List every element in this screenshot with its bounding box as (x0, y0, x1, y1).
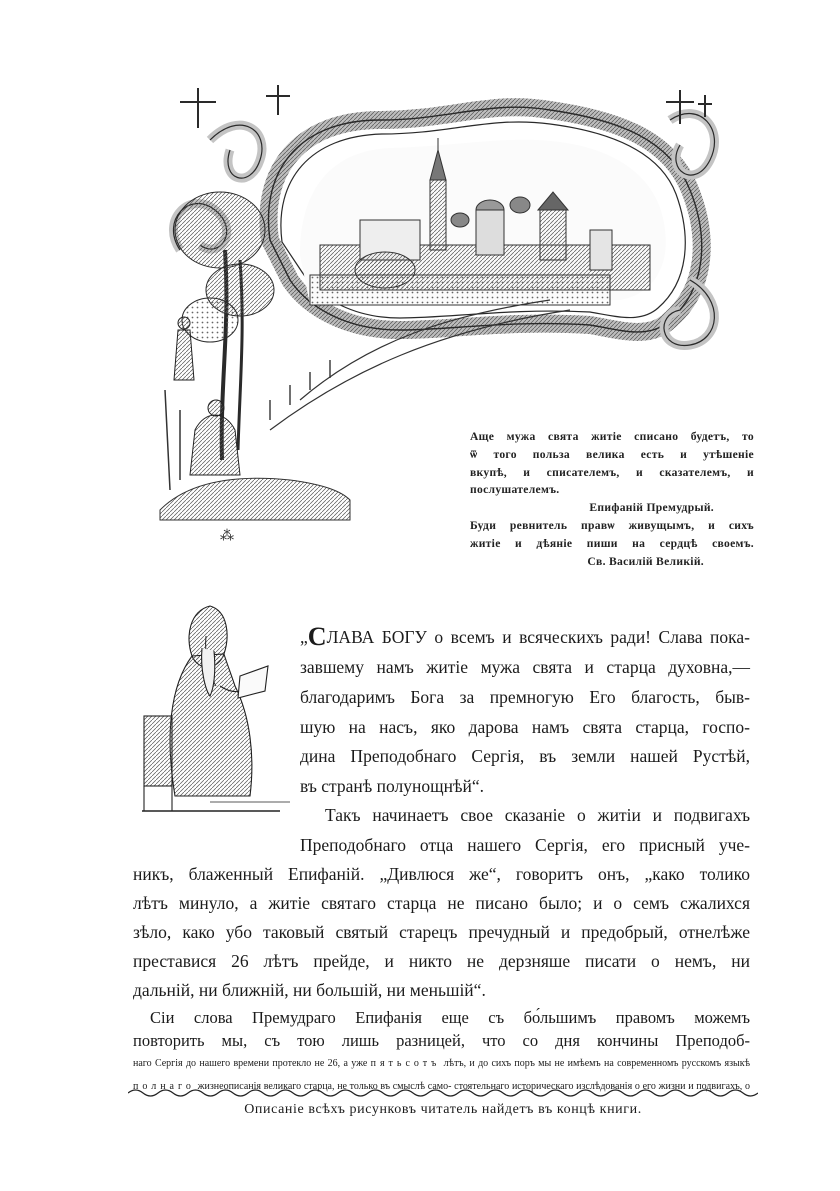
emphasis-text: пятьсотъ (370, 1058, 441, 1069)
body-line (133, 1052, 750, 1075)
body-line-text: жизнеописанiя великаго старца, не только въ смыслѣ само- (197, 1081, 452, 1092)
epigraph (470, 428, 754, 570)
epigraph-line: вкупѣ, и списателемъ, и сказателемъ, и (470, 465, 754, 479)
epigraph-line: житiе и дѣянiе пиши на сердцѣ своемъ. (470, 536, 754, 550)
open-quote: „ (300, 627, 308, 647)
body-line: дина Преподобнаго Сергiя, въ земли нашей Рустѣй, (300, 746, 750, 766)
body-line-text: повторить мы, съ тою лишь разницей, что со дня кончины Преподоб- (133, 1031, 750, 1050)
body-line: преставися 26 лѣтъ прейде, и никто не дерзняше писати о немъ, ни (133, 951, 750, 971)
body-line (133, 1075, 750, 1098)
body-line: завшему намъ житiе мужа свята и старца духовна,— (300, 657, 750, 677)
emphasis-text: полнаго (133, 1081, 195, 1092)
epigraph-line: Аще мужа свята житiе списано будетъ, то (470, 430, 754, 443)
epigraph-author: Епифанiй Премудрый. (589, 501, 714, 515)
monk-reading-illustration (140, 596, 300, 816)
artist-signature: ⁂ (220, 528, 234, 544)
body-line: шую на насъ, яко дарова намъ свята старца, госпо- (300, 717, 750, 737)
body-line: Такъ начинаетъ свое сказанiе о житiи и подвигахъ (325, 805, 750, 825)
body-line-text: наго Сергiя до нашего времени протекло не 26, а уже (133, 1058, 368, 1069)
body-line: зѣло, како убо таковый святый старецъ пречудный и предобрый, отнелѣже (133, 922, 750, 942)
body-line: въ странѣ полунощнѣй“. (300, 776, 484, 796)
body-line-text: стоятельнаго историческаго изслѣдованiя о его жизни и подвигахъ, о (454, 1081, 750, 1092)
body-line-text: ЛАВА БОГУ о всемъ и всяческихъ ради! Слава пока- (326, 627, 750, 647)
body-line: никъ, блаженный Епифанiй. „Дивлюся же“, говоритъ онъ, „како толико (133, 864, 750, 884)
epigraph-line: Буди ревнитель правѡ живущымъ, и сихъ (470, 518, 754, 532)
body-line: дальнiй, ни ближнiй, ни большiй, ни меньшiй“. (133, 980, 486, 1000)
epigraph-line: послушателемъ. (470, 483, 560, 497)
body-line-text: Сiи слова Премудраго Епифанiя еще съ бо́льшимъ правомъ можемъ (150, 1008, 750, 1027)
body-line-text: лѣтъ, и до сихъ поръ мы не имѣемъ на современномъ русскомъ языкѣ (443, 1058, 751, 1069)
footnote: Описанiе всѣхъ рисунковъ читатель найдетъ въ концѣ книги. (244, 1102, 642, 1117)
body-line (300, 624, 750, 650)
drop-cap: С (307, 622, 327, 651)
body-line (133, 1029, 750, 1052)
epigraph-line: ѿ того польза велика есть и утѣшенiе (470, 447, 754, 461)
body-line (150, 1006, 750, 1029)
body-line: благодаримъ Бога за премногую Его благость, быв- (300, 687, 750, 707)
body-line: Преподобнаго отца нашего Сергiя, его присный уче- (300, 835, 750, 855)
epigraph-author: Св. Василiй Великiй. (587, 554, 704, 568)
body-line: лѣтъ минуло, а житiе святаго старца не писано было; и о семъ сжалихся (133, 893, 750, 913)
